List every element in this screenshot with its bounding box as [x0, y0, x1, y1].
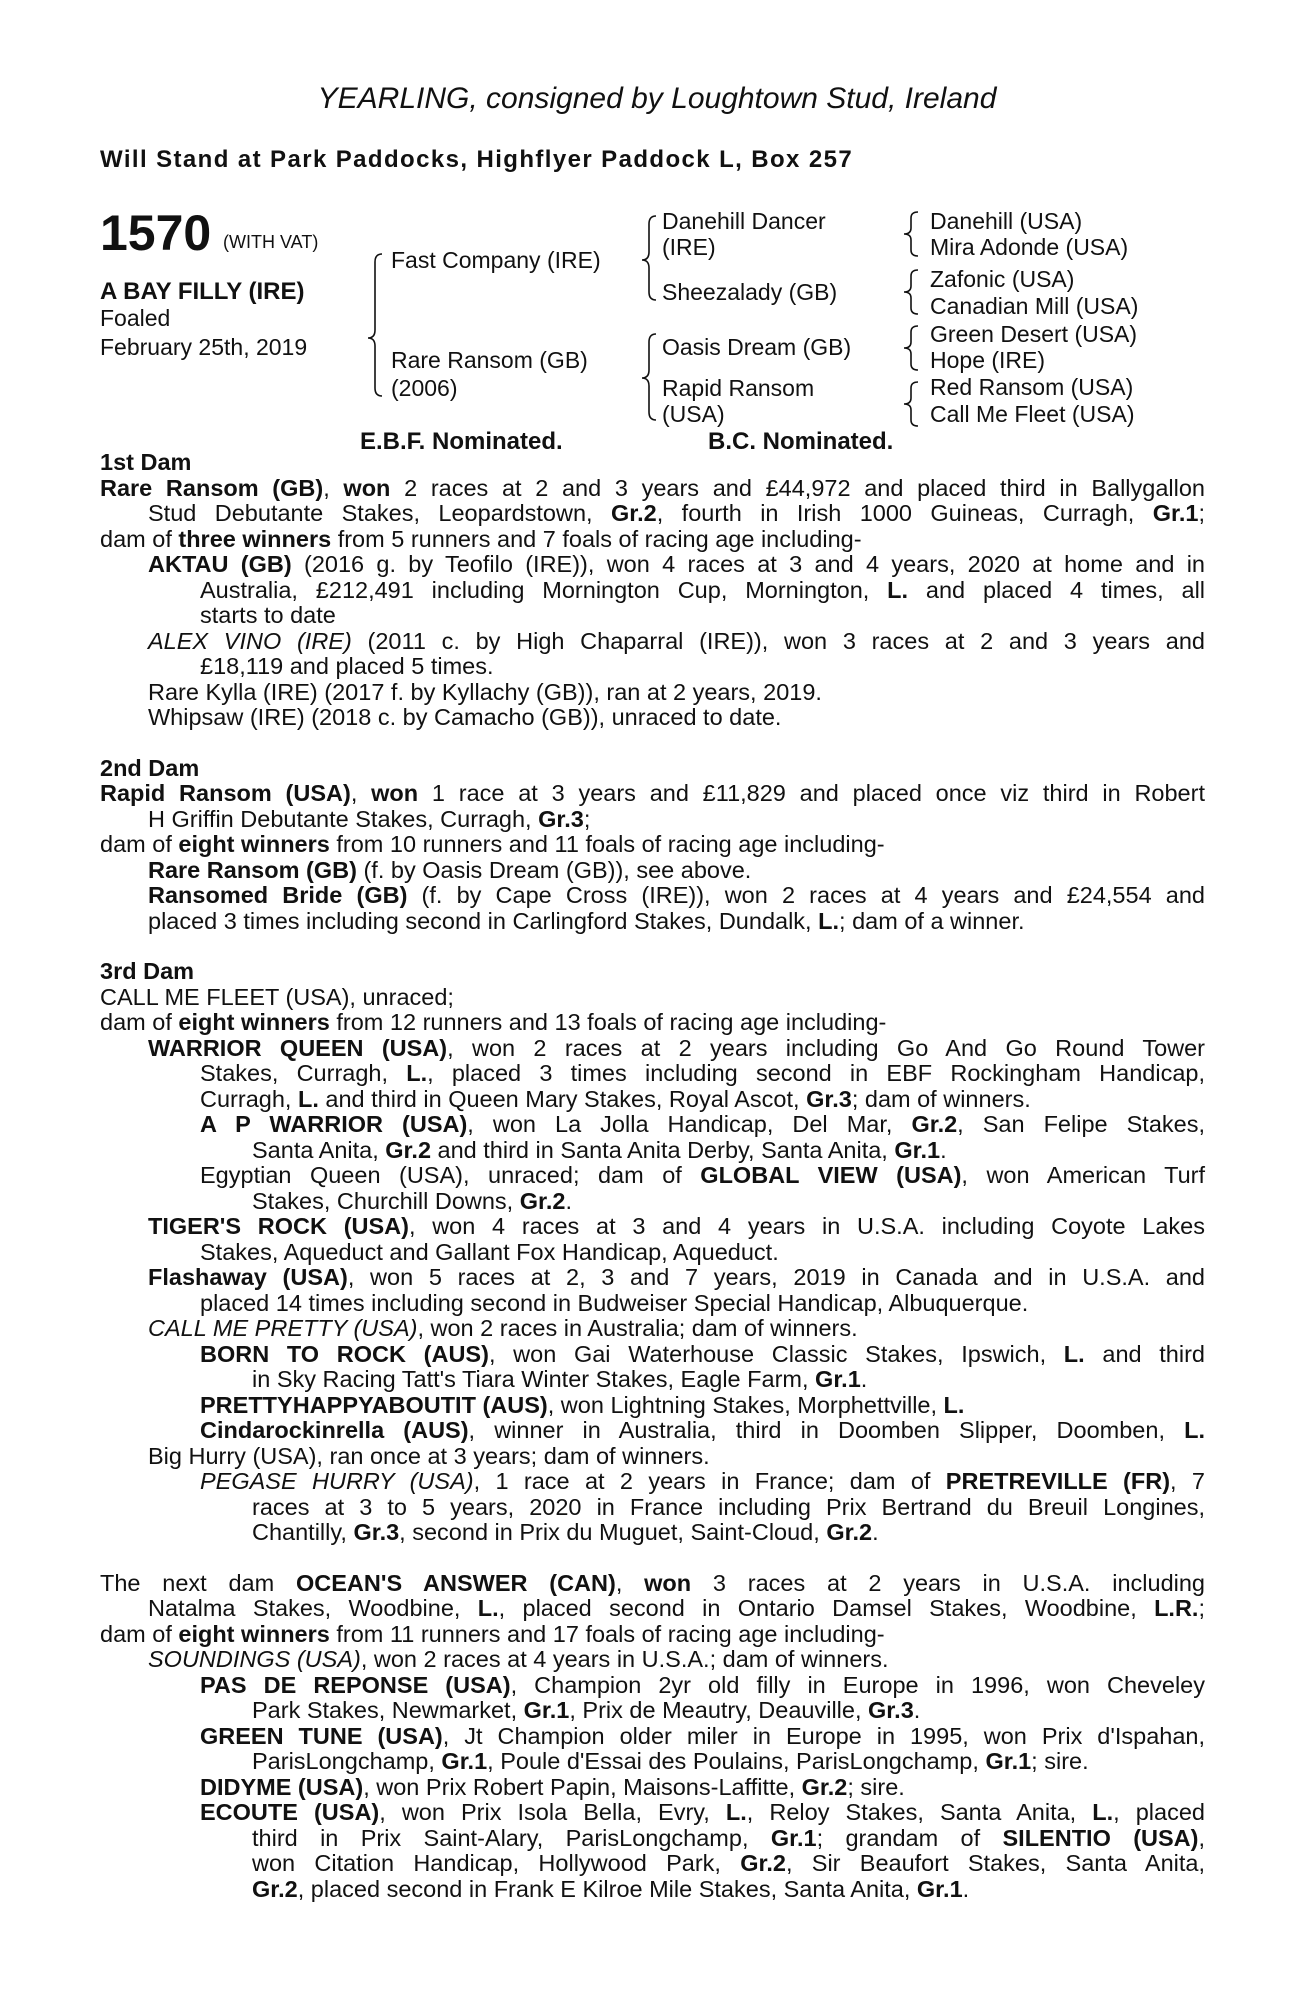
ebf-nominated: E.B.F. Nominated.	[360, 428, 563, 455]
pedigree-sire-sire-country: (IRE)	[662, 234, 716, 260]
text-line: Santa Anita, Gr.2 and third in Santa Anita Derby, Santa Anita, Gr.1.	[252, 1136, 947, 1163]
section-heading-1st-dam: 1st Dam	[100, 449, 192, 475]
foaled-date: February 25th, 2019	[100, 334, 308, 360]
text-line: dam of three winners from 5 runners and 7 foals of racing age including-	[100, 525, 862, 552]
lot-description: A BAY FILLY (IRE)	[100, 278, 305, 305]
text-line: starts to date	[200, 602, 336, 628]
text-line: Flashaway (USA), won 5 races at 2, 3 and 7 years, 2019 in Canada and in U.S.A. and	[148, 1264, 1205, 1290]
pedigree-sdd: Canadian Mill (USA)	[930, 293, 1139, 319]
text-line: Natalma Stakes, Woodbine, L., placed second in Ontario Damsel Stakes, Woodbine, L.R.;	[148, 1595, 1205, 1621]
text-line: PEGASE HURRY (USA), 1 race at 2 years in France; dam of PRETREVILLE (FR), 7	[200, 1468, 1205, 1494]
pedigree-sss: Danehill (USA)	[930, 208, 1083, 234]
pedigree-ssd: Mira Adonde (USA)	[930, 234, 1129, 260]
text-line: Australia, £212,491 including Mornington Cup, Mornington, L. and placed 4 times, all	[200, 576, 1206, 603]
pedigree-dam-dam: Rapid Ransom	[662, 375, 815, 401]
text-line: Stakes, Curragh, L., placed 3 times including second in EBF Rockingham Handicap,	[200, 1060, 1205, 1086]
text-line: SOUNDINGS (USA), won 2 races at 4 years in U.S.A.; dam of winners.	[148, 1646, 889, 1672]
text-line: Park Stakes, Newmarket, Gr.1, Prix de Meautry, Deauville, Gr.3.	[252, 1697, 921, 1723]
text-line: DIDYME (USA), won Prix Robert Papin, Maisons-Laffitte, Gr.2; sire.	[200, 1773, 905, 1800]
text-line: H Griffin Debutante Stakes, Curragh, Gr.3;	[148, 805, 591, 832]
pedigree-sire-sire: Danehill Dancer	[662, 208, 826, 234]
text-line: races at 3 to 5 years, 2020 in France including Prix Bertrand du Breuil Longines,	[252, 1493, 1205, 1520]
catalogue-body	[100, 450, 1205, 1902]
text-line: won Citation Handicap, Hollywood Park, Gr.2, Sir Beaufort Stakes, Santa Anita,	[252, 1850, 1205, 1876]
text-line: Stakes, Churchill Downs, Gr.2.	[252, 1187, 573, 1214]
text-line: CALL ME PRETTY (USA), won 2 races in Australia; dam of winners.	[148, 1315, 858, 1341]
text-line: PAS DE REPONSE (USA), Champion 2yr old filly in Europe in 1996, won Cheveley	[200, 1671, 1205, 1698]
text-line: dam of eight winners from 12 runners and 13 foals of racing age including-	[100, 1009, 887, 1035]
text-line: Whipsaw (IRE) (2018 c. by Camacho (GB)), unraced to date.	[148, 704, 782, 730]
text-line: AKTAU (GB) (2016 g. by Teofilo (IRE)), won 4 races at 3 and 4 years, 2020 at home and in	[148, 551, 1205, 577]
text-line: dam of eight winners from 10 runners and 11 foals of racing age including-	[100, 831, 885, 857]
lot-number: 1570	[100, 205, 212, 261]
text-line: placed 14 times including second in Budweiser Special Handicap, Albuquerque.	[200, 1289, 1029, 1316]
text-line: GREEN TUNE (USA), Jt Champion older miler in Europe in 1995, won Prix d'Ispahan,	[200, 1722, 1206, 1749]
text-line: Rare Ransom (GB), won 2 races at 2 and 3 years and £44,972 and placed third in Ballygallon	[100, 474, 1205, 501]
text-line: TIGER'S ROCK (USA), won 4 races at 3 and 4 years in U.S.A. including Coyote Lakes	[148, 1213, 1205, 1239]
text-line: Stakes, Aqueduct and Gallant Fox Handicap, Aqueduct.	[200, 1238, 779, 1265]
pedigree-sds: Zafonic (USA)	[930, 266, 1075, 292]
pedigree-ddd: Call Me Fleet (USA)	[930, 401, 1135, 427]
text-line: BORN TO ROCK (AUS), won Gai Waterhouse Classic Stakes, Ipswich, L. and third	[200, 1340, 1205, 1367]
foaled-label: Foaled	[100, 305, 171, 331]
text-line: PRETTYHAPPYABOUTIT (AUS), won Lightning Stakes, Morphettville, L.	[200, 1391, 965, 1418]
section-heading-3rd-dam: 3rd Dam	[100, 958, 195, 984]
text-line: Chantilly, Gr.3, second in Prix du Muguet, Saint-Cloud, Gr.2.	[252, 1519, 879, 1545]
text-line: The next dam OCEAN'S ANSWER (CAN), won 3 races at 2 years in U.S.A. including	[100, 1569, 1206, 1596]
text-line: £18,119 and placed 5 times.	[200, 653, 494, 679]
vat-label: (WITH VAT)	[223, 232, 319, 252]
text-line: Egyptian Queen (USA), unraced; dam of GLOBAL VIEW (USA), won American Turf	[200, 1162, 1206, 1188]
text-line: Stud Debutante Stakes, Leopardstown, Gr.2, fourth in Irish 1000 Guineas, Curragh, Gr.1;	[148, 500, 1205, 526]
pedigree-dam-year: (2006)	[391, 375, 458, 401]
text-line: Cindarockinrella (AUS), winner in Australia, third in Doomben Slipper, Doomben, L.	[200, 1417, 1205, 1443]
text-line: ALEX VINO (IRE) (2011 c. by High Chaparral (IRE)), won 3 races at 2 and 3 years and	[148, 627, 1205, 654]
text-line: Rapid Ransom (USA), won 1 race at 3 years and £11,829 and placed once viz third in Robert	[100, 780, 1205, 806]
text-line: in Sky Racing Tatt's Tiara Winter Stakes, Eagle Farm, Gr.1.	[252, 1366, 868, 1392]
pedigree-dsd: Hope (IRE)	[930, 347, 1046, 373]
text-line: placed 3 times including second in Carlingford Stakes, Dundalk, L.; dam of a winner.	[148, 907, 1025, 934]
text-line: Rare Kylla (IRE) (2017 f. by Kyllachy (GB)), ran at 2 years, 2019.	[148, 678, 822, 705]
text-line: WARRIOR QUEEN (USA), won 2 races at 2 years including Go And Go Round Tower	[148, 1034, 1205, 1061]
text-line: Gr.2, placed second in Frank E Kilroe Mile Stakes, Santa Anita, Gr.1.	[252, 1875, 970, 1902]
text-line: ParisLongchamp, Gr.1, Poule d'Essai des Poulains, ParisLongchamp, Gr.1; sire.	[252, 1748, 1089, 1774]
sale-title: YEARLING, consigned by Loughtown Stud, Ireland	[317, 82, 997, 115]
stand-location: Will Stand at Park Paddocks, Highflyer Paddock L, Box 257	[100, 146, 854, 173]
text-line: third in Prix Saint-Alary, ParisLongchamp, Gr.1; grandam of SILENTIO (USA),	[252, 1824, 1206, 1851]
section-heading-2nd-dam: 2nd Dam	[100, 754, 200, 781]
text-line: Ransomed Bride (GB) (f. by Cape Cross (IRE)), won 2 races at 4 years and £24,554 and	[148, 882, 1205, 908]
text-line: ECOUTE (USA), won Prix Isola Bella, Evry, L., Reloy Stakes, Santa Anita, L., placed	[200, 1799, 1205, 1825]
text-line: dam of eight winners from 11 runners and 17 foals of racing age including-	[100, 1620, 885, 1647]
pedigree-dds: Red Ransom (USA)	[930, 374, 1134, 400]
bc-nominated: B.C. Nominated.	[708, 428, 894, 455]
text-line: CALL ME FLEET (USA), unraced;	[100, 983, 454, 1010]
pedigree-sire: Fast Company (IRE)	[391, 247, 601, 273]
pedigree-dam-sire: Oasis Dream (GB)	[662, 334, 852, 360]
pedigree-dam-dam-country: (USA)	[662, 401, 725, 427]
text-line: Big Hurry (USA), ran once at 3 years; dam of winners.	[148, 1442, 710, 1469]
pedigree-dss: Green Desert (USA)	[930, 321, 1138, 347]
pedigree-dam-name: Rare Ransom (GB)	[391, 347, 588, 373]
text-line: Rare Ransom (GB) (f. by Oasis Dream (GB)), see above.	[148, 856, 752, 883]
text-line: A P WARRIOR (USA), won La Jolla Handicap, Del Mar, Gr.2, San Felipe Stakes,	[200, 1111, 1205, 1137]
text-line: Curragh, L. and third in Queen Mary Stakes, Royal Ascot, Gr.3; dam of winners.	[200, 1085, 1031, 1112]
pedigree-sire-dam: Sheezalady (GB)	[662, 279, 838, 305]
